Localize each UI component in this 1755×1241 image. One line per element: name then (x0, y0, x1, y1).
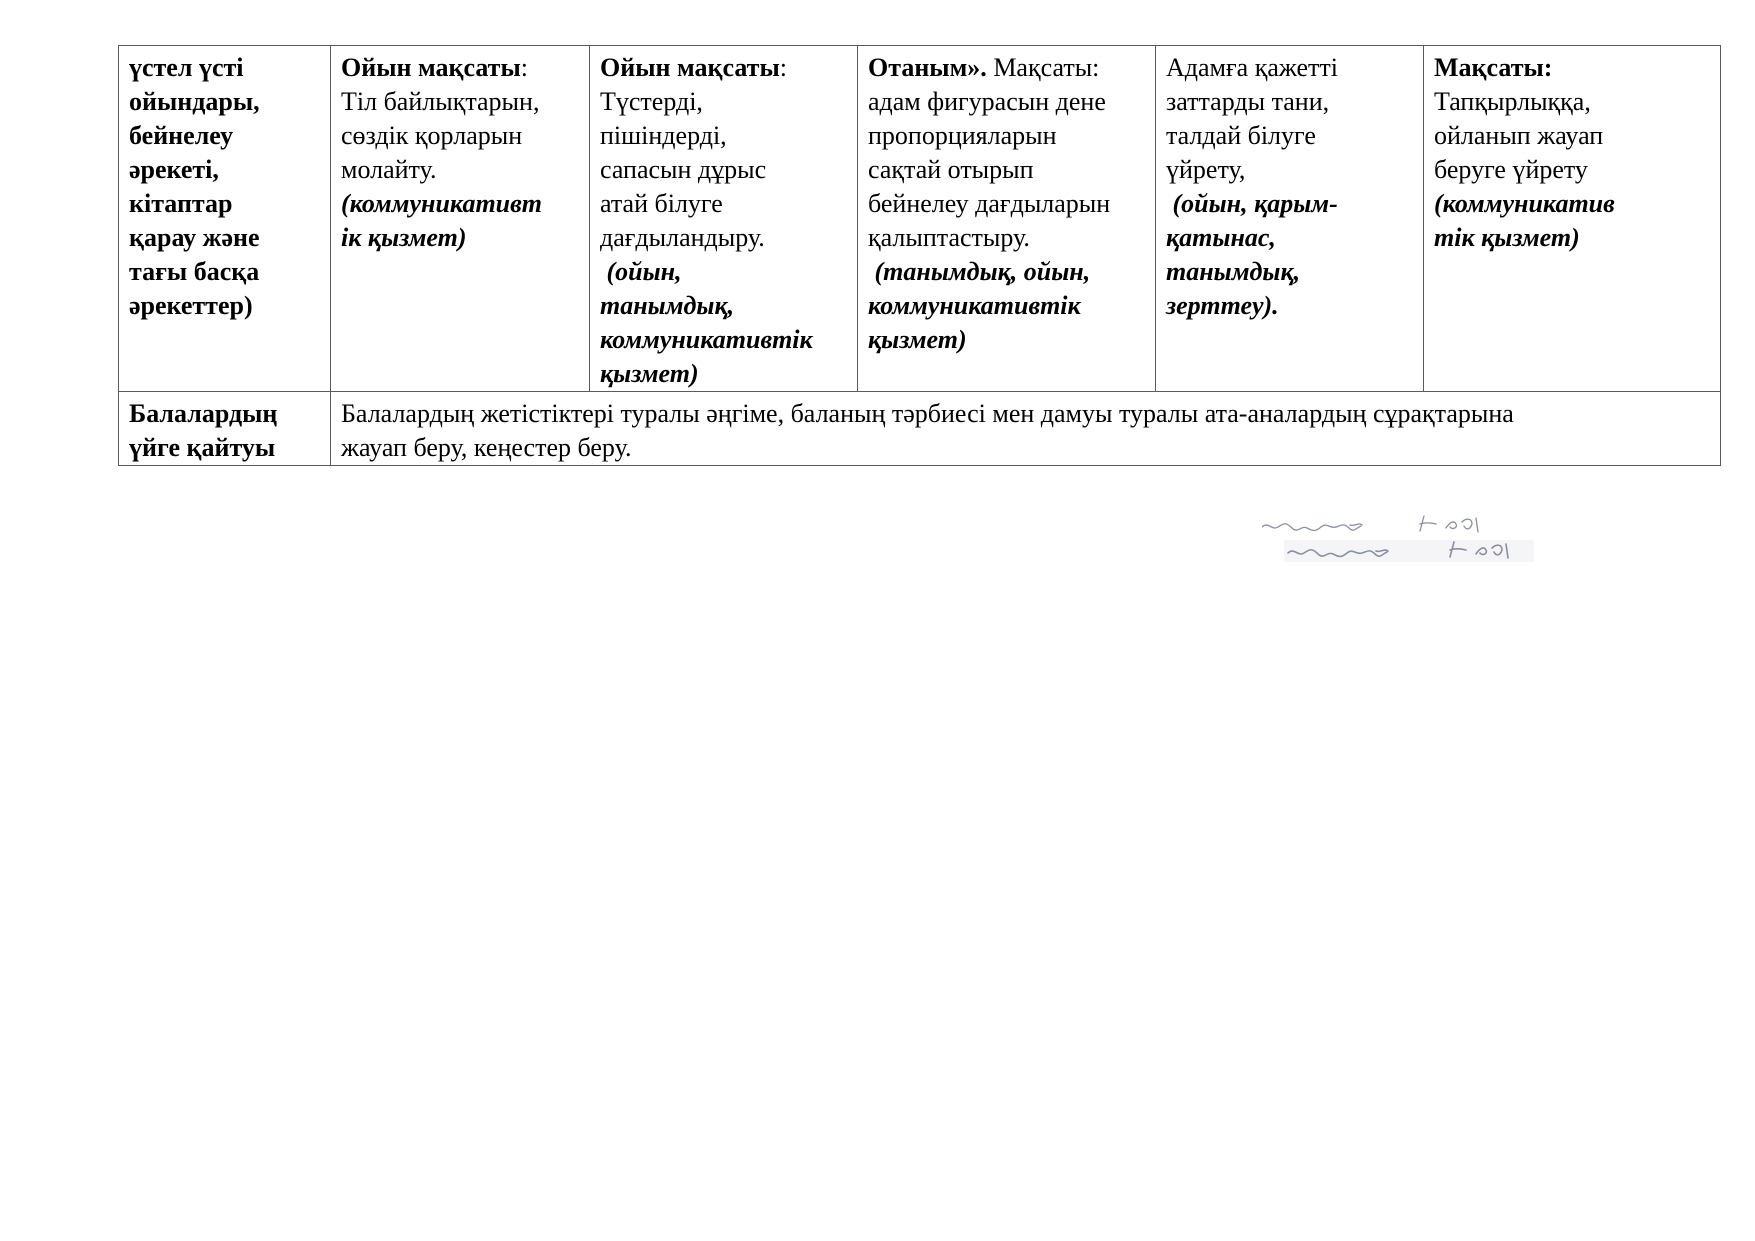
row-label-line: ойындары, (129, 87, 260, 116)
day2-text-line: сапасын дұрыс (600, 155, 767, 184)
signature-line-1 (1262, 516, 1478, 532)
day4-text-line: үйрету, (1166, 155, 1246, 184)
day3-goal-label: Мақсаты: (986, 53, 1100, 82)
plan-table (118, 45, 1721, 466)
day2-text-line: атай білуге (600, 189, 723, 218)
day4-text-line: заттарды тани, (1166, 87, 1330, 116)
day5-cell (1424, 46, 1721, 392)
day3-activity-line: коммуникативтік (868, 291, 1081, 320)
day2-text-line: пішіндерді, (600, 121, 727, 150)
day3-text-line: қалыптастыру. (868, 223, 1030, 252)
row-label-line: тағы басқа (129, 257, 260, 286)
day1-cell (331, 46, 590, 392)
signature-smudge (1284, 540, 1534, 562)
day3-title: Отаным». (868, 53, 987, 82)
day5-text-line: ойланып жауап (1434, 121, 1604, 150)
row-label-line: әрекеттер) (129, 291, 253, 320)
row-label-line: әрекеті, (129, 155, 219, 184)
day4-text-line: талдай білуге (1166, 121, 1316, 150)
day2-activity-line: танымдық, (600, 291, 735, 320)
row-label-line: қарау және (129, 223, 260, 252)
table-row-return-home (119, 392, 1721, 466)
day2-activity-line: коммуникативтік (600, 325, 813, 354)
day4-activity-line: зерттеу). (1166, 291, 1279, 320)
day3-cell (858, 46, 1156, 392)
day2-goal-heading (600, 51, 847, 85)
day1-activity-line: (коммуникативт (341, 189, 542, 218)
day1-goal-heading (341, 51, 579, 85)
day4-activity-line: (ойын, қарым- (1166, 189, 1338, 218)
day5-activity-line: тік қызмет) (1434, 223, 1580, 252)
day5-text-line: Тапқырлыққа, (1434, 87, 1591, 116)
day5-goal-label: Мақсаты: (1434, 53, 1553, 82)
day4-cell (1156, 46, 1424, 392)
day5-activity-line: (коммуникатив (1434, 189, 1615, 218)
day1-text-line: сөздік қорларын (341, 121, 523, 150)
day4-activity-line: қатынас, (1166, 223, 1276, 252)
day3-goal-heading (868, 51, 1145, 85)
table-row-activities (119, 46, 1721, 392)
handwritten-signature (1262, 512, 1582, 568)
row-label-line: бейнелеу (129, 121, 234, 150)
day5-text-line: беруге үйрету (1434, 155, 1588, 184)
day1-text-line: молайту. (341, 155, 437, 184)
day2-text-line: дағдыландыру. (600, 223, 765, 252)
day2-activity-line: (ойын, (600, 257, 682, 286)
day2-text-line: Түстерді, (600, 87, 703, 116)
return-text-line: жауап беру, кеңестер беру. (341, 433, 632, 462)
day3-activity-line: (танымдық, ойын, (868, 257, 1091, 286)
day3-activity-line: қызмет) (868, 325, 967, 354)
goal-colon: : (520, 53, 528, 82)
return-text-line: Балалардың жетістіктері туралы әңгіме, баланың тәрбиесі мен дамуы туралы ата-аналардың сұрақтарына (341, 399, 1514, 428)
row-label-line: кітаптар (129, 189, 233, 218)
return-home-text-cell (331, 392, 1721, 466)
goal-colon: : (779, 53, 787, 82)
row-label-line: үстел үсті (129, 53, 244, 82)
day3-text-line: пропорцияларын (868, 121, 1057, 150)
row-label-cell-activities (119, 46, 331, 392)
day3-text-line: адам фигурасын дене (868, 87, 1106, 116)
day3-text-line: сақтай отырып (868, 155, 1034, 184)
day1-activity-line: ік қызмет) (341, 223, 467, 252)
day3-text-line: бейнелеу дағдыларын (868, 189, 1111, 218)
row-label-line: Балалардың (129, 399, 278, 428)
day4-text-line: Адамға қажетті (1166, 53, 1338, 82)
day1-text-line: Тіл байлықтарын, (341, 87, 540, 116)
goal-label: Ойын мақсаты (600, 53, 780, 82)
row-label-line: үйге қайтуы (129, 433, 276, 462)
row-label-cell-return (119, 392, 331, 466)
day2-activity-line: қызмет) (600, 359, 699, 388)
goal-label: Ойын мақсаты (341, 53, 521, 82)
day2-cell (590, 46, 858, 392)
day4-activity-line: танымдық, (1166, 257, 1301, 286)
